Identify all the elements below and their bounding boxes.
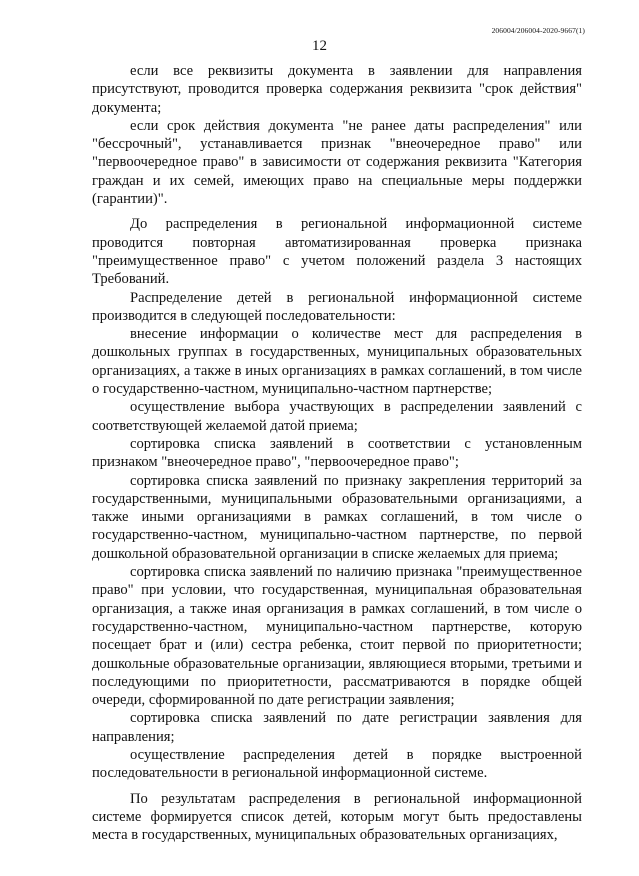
- paragraph: если все реквизиты документа в заявлении для направления присутствуют, проводится проверка содержания реквизита "срок действия" документа;: [92, 63, 582, 116]
- document-id: 206004/206004-2020-9667(1): [491, 26, 585, 35]
- paragraph: сортировка списка заявлений по дате регистрации заявления для направления;: [92, 710, 582, 745]
- paragraph: если срок действия документа "не ранее даты распределения" или "бессрочный", устанавливается признак "внеочередное право" или "первоочередное право" в зависимости от содержания реквизита "Категория граждан и их семей, имеющих право на специальные меры поддержки (гарантии)".: [92, 117, 582, 208]
- paragraph: сортировка списка заявлений в соответствии с установленным признаком "внеочередное право", "первоочередное право";: [92, 435, 582, 471]
- paragraph: сортировка списка заявлений по наличию признака "преимущественное право" при условии, что государственная, муниципальная образовательная организация, а также иная организация в рамках соглашений, в том числе о государственно-частном, муниципально-частном партнерстве, которую посещает брат и (или) сестра ребенка, стоит первой по приоритетности; дошкольные образовательные организации, являющиеся вторыми, третьими и последующими по приоритетности, рассматриваются в порядке общей очереди, сформированной по дате регистрации заявления;: [92, 564, 582, 709]
- paragraph: осуществление выбора участвующих в распределении заявлений с соответствующей желаемой датой приема;: [92, 399, 582, 434]
- paragraph: сортировка списка заявлений по признаку закрепления территорий за государственными, муниципальными образовательными организациями, а также иными организациями в рамках соглашений, в том числе о государственно-частном, муниципально-частном партнерстве, по первой дошкольной образовательной организации в списке желаемых для приема;: [92, 472, 582, 562]
- paragraph: осуществление распределения детей в порядке выстроенной последовательности в региональной информационной системе.: [92, 746, 582, 782]
- document-body: [92, 62, 582, 844]
- paragraph: До распределения в региональной информационной системе проводится повторная автоматизированная проверка признака "преимущественное право" с учетом положений раздела 3 настоящих Требований.: [92, 216, 582, 288]
- page-number: 12: [312, 38, 327, 54]
- paragraph: Распределение детей в региональной информационной системе производится в следующей последовательности:: [92, 289, 582, 324]
- paragraph: По результатам распределения в региональной информационной системе формируется список детей, которым могут быть предоставлены места в государственных, муниципальных образовательных организациях,: [92, 790, 582, 844]
- paragraph: внесение информации о количестве мест для распределения в дошкольных группах в государственных, муниципальных образовательных организациях, а также в иных организациях в рамках соглашений, в том числе о государственно-частном, муниципально-частном партнерстве;: [92, 326, 582, 398]
